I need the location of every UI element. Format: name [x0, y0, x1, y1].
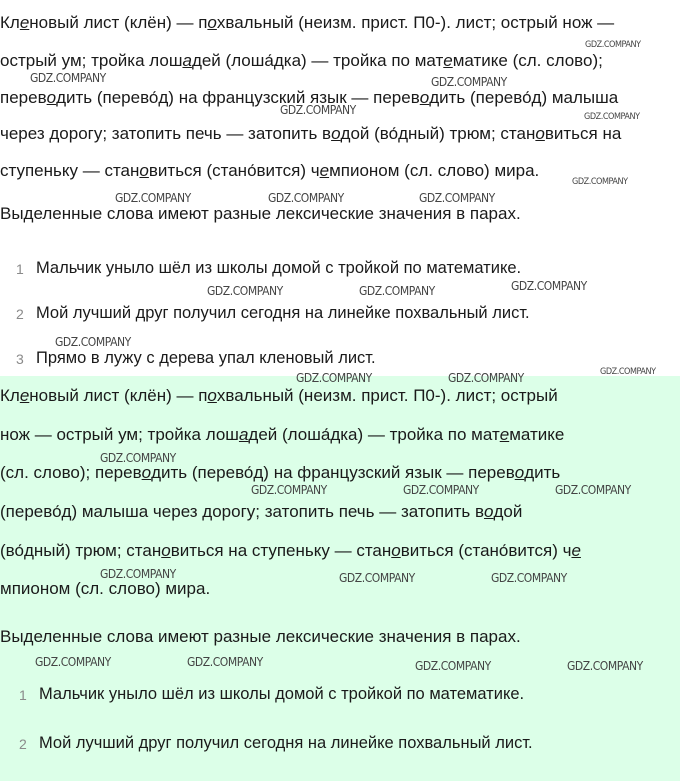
bottom-line-1: Кленовый лист (клён) — похвальный (неизм. прист. П0-). лист; острый [0, 386, 558, 405]
watermark: GDZ.COMPANY [339, 571, 415, 585]
top-line-1: Кленовый лист (клён) — похвальный (неизм. прист. П0-). лист; острый нож — [0, 13, 615, 32]
top-item-3-number: 3 [16, 351, 24, 367]
watermark: GDZ.COMPANY [491, 571, 567, 585]
bottom-item-1-number: 1 [19, 687, 27, 703]
watermark: GDZ.COMPANY [403, 483, 479, 497]
watermark: GDZ.COMPANY [268, 191, 344, 205]
top-summary: Выделенные слова имеют разные лексические значения в парах. [0, 204, 521, 223]
watermark: GDZ.COMPANY [187, 655, 263, 669]
watermark: GDZ.COMPANY [431, 75, 507, 89]
top-item-1-text: Мальчик уныло шёл из школы домой с тройкой по математике. [36, 259, 522, 277]
bottom-line-3: (сл. слово); переводить (перево́д) на французский язык — переводить [0, 463, 561, 482]
watermark: GDZ.COMPANY [585, 40, 641, 50]
bottom-item-2-text: Мой лучший друг получил сегодня на линейке похвальный лист. [39, 734, 533, 752]
top-item-2-text: Мой лучший друг получил сегодня на линейке похвальный лист. [36, 304, 530, 322]
top-line-3: переводить (перево́д) на французский язык — переводить (перево́д) малыша [0, 88, 619, 107]
watermark: GDZ.COMPANY [115, 191, 191, 205]
watermark: GDZ.COMPANY [511, 279, 587, 293]
bottom-item-2-number: 2 [19, 736, 27, 752]
top-item-1-number: 1 [16, 261, 24, 277]
watermark: GDZ.COMPANY [280, 103, 356, 117]
watermark: GDZ.COMPANY [415, 659, 491, 673]
watermark: GDZ.COMPANY [555, 483, 631, 497]
top-item-2-number: 2 [16, 306, 24, 322]
watermark: GDZ.COMPANY [567, 659, 643, 673]
watermark: GDZ.COMPANY [35, 655, 111, 669]
bottom-line-5: (во́дный) трюм; становиться на ступеньку — становиться (стано́вится) че [0, 541, 581, 560]
watermark: GDZ.COMPANY [100, 567, 176, 581]
watermark: GDZ.COMPANY [600, 367, 656, 377]
top-item-3-text: Прямо в лужу с дерева упал кленовый лист. [36, 349, 376, 367]
watermark: GDZ.COMPANY [55, 335, 131, 349]
top-line-5: ступеньку — становиться (стано́вится) чемпионом (сл. слово) мира. [0, 161, 540, 180]
watermark: GDZ.COMPANY [100, 451, 176, 465]
bottom-item-1-text: Мальчик уныло шёл из школы домой с тройкой по математике. [39, 685, 525, 703]
watermark: GDZ.COMPANY [584, 112, 640, 122]
watermark: GDZ.COMPANY [419, 191, 495, 205]
watermark: GDZ.COMPANY [207, 284, 283, 298]
watermark: GDZ.COMPANY [251, 483, 327, 497]
watermark: GDZ.COMPANY [572, 177, 628, 187]
top-line-2: острый ум; тройка лошадей (лоша́дка) — тройка по математике (сл. слово); [0, 51, 603, 70]
bottom-summary: Выделенные слова имеют разные лексические значения в парах. [0, 627, 521, 646]
watermark: GDZ.COMPANY [296, 371, 372, 385]
watermark: GDZ.COMPANY [448, 371, 524, 385]
bottom-line-4: (перево́д) малыша через дорогу; затопить печь — затопить водой [0, 502, 523, 521]
top-line-4: через дорогу; затопить печь — затопить водой (во́дный) трюм; становиться на [0, 124, 622, 143]
watermark: GDZ.COMPANY [359, 284, 435, 298]
bottom-line-6: мпионом (сл. слово) мира. [0, 579, 211, 598]
watermark: GDZ.COMPANY [30, 71, 106, 85]
bottom-line-2: нож — острый ум; тройка лошадей (лоша́дка) — тройка по математике [0, 425, 565, 444]
